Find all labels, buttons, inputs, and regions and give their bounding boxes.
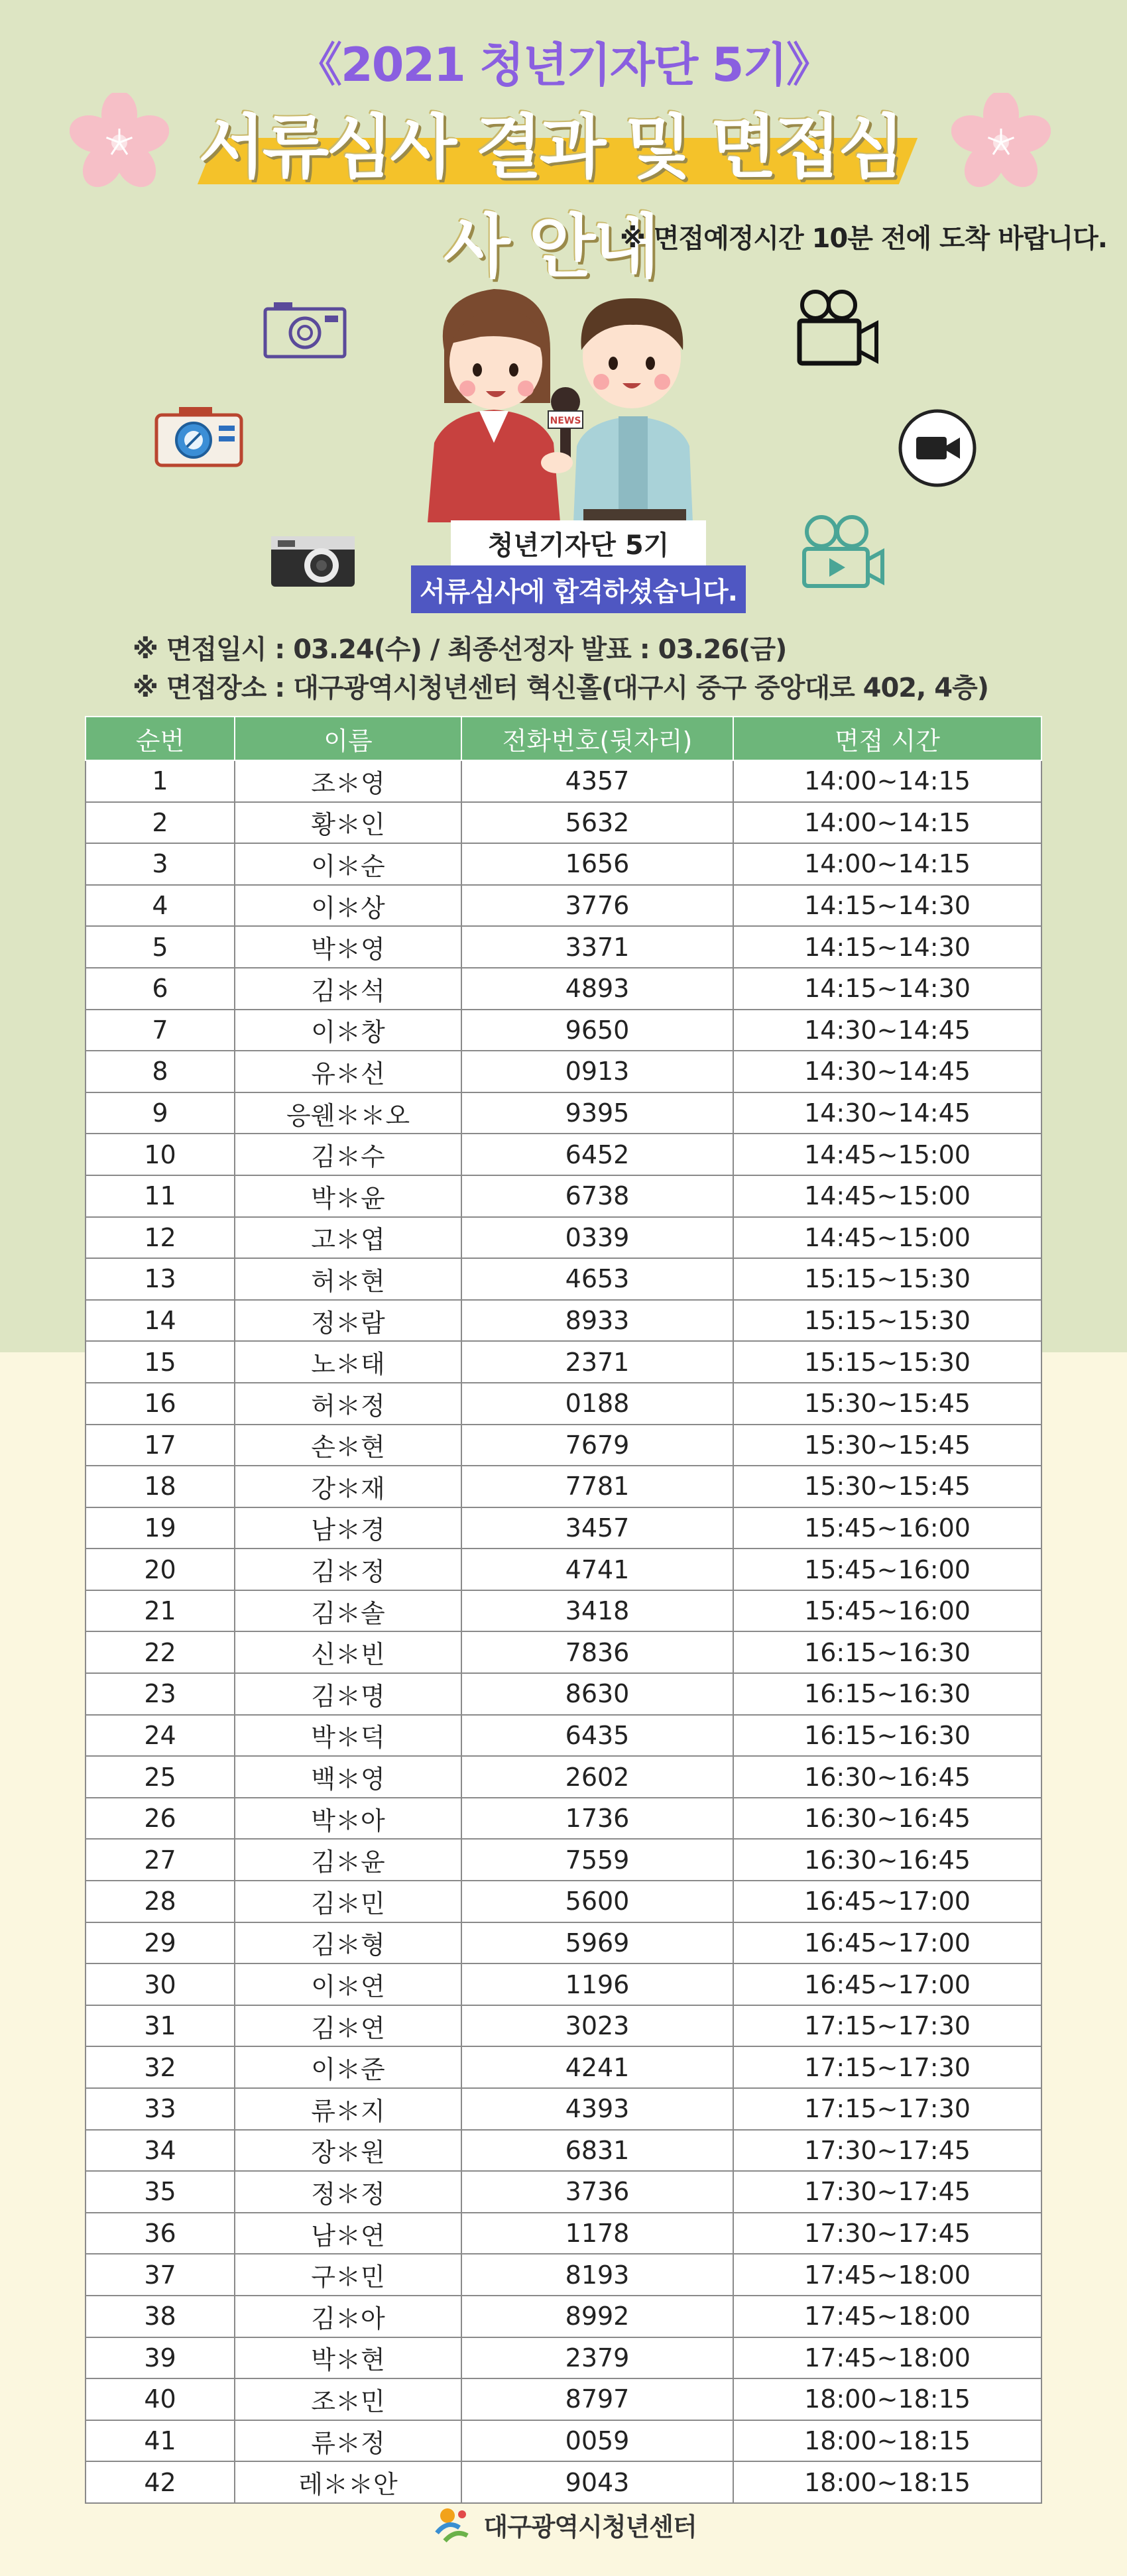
cell-name: 김＊명 [235,1673,461,1715]
column-header-number: 순번 [86,717,235,760]
table-row [86,1466,1041,1507]
cell-phone: 3418 [461,1590,733,1632]
reporter-characters-illustration [408,270,726,522]
cell-number: 23 [86,1673,235,1715]
cell-name: 박＊영 [235,926,461,968]
cell-number: 31 [86,2005,235,2047]
subtitle: 《2021 청년기자단 5기》 [296,38,831,92]
cell-number: 42 [86,2461,235,2503]
cell-phone: 2371 [461,1341,733,1383]
table-body [86,760,1041,2503]
table-row [86,1756,1041,1798]
cell-name: 유＊선 [235,1051,461,1092]
table-row [86,1922,1041,1964]
table-row [86,2296,1041,2337]
table-row [86,1134,1041,1175]
cell-number: 41 [86,2420,235,2462]
cell-time: 16:15~16:30 [733,1673,1041,1715]
table-row [86,1881,1041,1922]
cell-time: 15:45~16:00 [733,1507,1041,1549]
cell-phone: 8797 [461,2378,733,2420]
table-row [86,760,1041,802]
cell-time: 15:30~15:45 [733,1425,1041,1466]
digital-camera-icon [268,527,358,590]
cell-phone: 6738 [461,1175,733,1217]
cell-phone: 3736 [461,2171,733,2213]
cell-time: 16:30~16:45 [733,1798,1041,1840]
cell-phone: 5632 [461,802,733,844]
cell-time: 15:15~15:30 [733,1300,1041,1342]
cell-number: 28 [86,1881,235,1922]
cell-time: 14:45~15:00 [733,1217,1041,1259]
cell-name: 노＊태 [235,1341,461,1383]
video-record-icon [896,407,979,490]
cell-number: 9 [86,1092,235,1134]
cell-name: 강＊재 [235,1466,461,1507]
cell-number: 36 [86,2213,235,2254]
cell-time: 14:15~14:30 [733,968,1041,1010]
cell-number: 22 [86,1631,235,1673]
cell-number: 11 [86,1175,235,1217]
table-row [86,1341,1041,1383]
cell-number: 18 [86,1466,235,1507]
badge-title: 청년기자단 5기 [451,520,706,565]
cell-name: 고＊엽 [235,1217,461,1259]
cell-number: 13 [86,1258,235,1300]
cell-name: 김＊정 [235,1549,461,1590]
cell-number: 21 [86,1590,235,1632]
cell-phone: 8992 [461,2296,733,2337]
cell-phone: 2602 [461,1756,733,1798]
cell-time: 15:15~15:30 [733,1341,1041,1383]
cell-phone: 4653 [461,1258,733,1300]
cell-number: 34 [86,2130,235,2172]
footer [0,2502,1127,2546]
table-row [86,843,1041,885]
table-row [86,2420,1041,2462]
cell-phone: 9395 [461,1092,733,1134]
table-row [86,1383,1041,1425]
table-row [86,1839,1041,1881]
cell-time: 17:45~18:00 [733,2254,1041,2296]
cell-number: 26 [86,1798,235,1840]
table-row [86,2171,1041,2213]
cell-number: 14 [86,1300,235,1342]
cell-number: 16 [86,1383,235,1425]
cherry-blossom-icon [70,93,169,192]
cell-number: 7 [86,1010,235,1051]
table-row [86,1217,1041,1259]
cell-time: 16:45~17:00 [733,1881,1041,1922]
cell-time: 17:30~17:45 [733,2171,1041,2213]
table-row [86,802,1041,844]
cell-phone: 4241 [461,2046,733,2088]
cell-phone: 3457 [461,1507,733,1549]
interview-location-info: ※ 면접장소 : 대구광역시청년센터 혁신홀(대구시 중구 중앙대로 402, 4층) [133,673,989,703]
cell-phone: 6452 [461,1134,733,1175]
cell-time: 14:30~14:45 [733,1092,1041,1134]
cell-time: 14:45~15:00 [733,1175,1041,1217]
table-row [86,1715,1041,1757]
cell-phone: 6435 [461,1715,733,1757]
table-row [86,1673,1041,1715]
cell-time: 16:30~16:45 [733,1756,1041,1798]
cell-number: 12 [86,1217,235,1259]
cell-time: 18:00~18:15 [733,2461,1041,2503]
cell-phone: 7781 [461,1466,733,1507]
interview-schedule-table [85,716,1041,2504]
cell-time: 17:15~17:30 [733,2046,1041,2088]
table-row [86,885,1041,927]
cell-time: 17:30~17:45 [733,2213,1041,2254]
cell-time: 18:00~18:15 [733,2378,1041,2420]
cell-name: 신＊빈 [235,1631,461,1673]
table-row [86,2046,1041,2088]
cell-name: 박＊덕 [235,1715,461,1757]
cell-name: 허＊현 [235,1258,461,1300]
cell-phone: 4393 [461,2088,733,2130]
cell-number: 32 [86,2046,235,2088]
cell-phone: 9650 [461,1010,733,1051]
table-row [86,968,1041,1010]
table-row [86,1010,1041,1051]
table-row [86,1175,1041,1217]
cell-phone: 3776 [461,885,733,927]
interview-date-info: ※ 면접일시 : 03.24(수) / 최종선정자 발표 : 03.26(금) [133,634,787,665]
cell-phone: 0913 [461,1051,733,1092]
cell-name: 박＊윤 [235,1175,461,1217]
cherry-blossom-icon [951,93,1051,192]
cell-phone: 1656 [461,843,733,885]
cell-time: 17:30~17:45 [733,2130,1041,2172]
cell-name: 류＊정 [235,2420,461,2462]
cell-number: 25 [86,1756,235,1798]
cell-name: 정＊람 [235,1300,461,1342]
cell-time: 15:30~15:45 [733,1466,1041,1507]
cell-phone: 0059 [461,2420,733,2462]
cell-number: 8 [86,1051,235,1092]
news-label: NEWS [550,416,581,426]
cell-time: 14:00~14:15 [733,802,1041,844]
table-row [86,1963,1041,2005]
cell-number: 6 [86,968,235,1010]
cell-time: 17:15~17:30 [733,2088,1041,2130]
cell-time: 17:15~17:30 [733,2005,1041,2047]
cell-time: 16:30~16:45 [733,1839,1041,1881]
cell-name: 김＊윤 [235,1839,461,1881]
organization-name: 대구광역시청년센터 [483,2512,697,2542]
cell-time: 16:45~17:00 [733,1922,1041,1964]
cell-number: 33 [86,2088,235,2130]
table-row [86,1507,1041,1549]
cell-name: 김＊민 [235,1881,461,1922]
cell-phone: 8630 [461,1673,733,1715]
cell-name: 남＊연 [235,2213,461,2254]
table-row [86,2461,1041,2503]
table-row [86,1631,1041,1673]
cell-name: 이＊순 [235,843,461,885]
table-row [86,2378,1041,2420]
cell-name: 박＊아 [235,1798,461,1840]
cell-phone: 7679 [461,1425,733,1466]
cell-phone: 4893 [461,968,733,1010]
cell-name: 김＊석 [235,968,461,1010]
table-row [86,1051,1041,1092]
cell-phone: 1196 [461,1963,733,2005]
cell-name: 이＊연 [235,1963,461,2005]
table-row [86,1300,1041,1342]
cell-name: 구＊민 [235,2254,461,2296]
cell-time: 14:30~14:45 [733,1051,1041,1092]
cell-name: 백＊영 [235,1756,461,1798]
cell-phone: 3371 [461,926,733,968]
cell-time: 14:15~14:30 [733,885,1041,927]
cell-time: 16:15~16:30 [733,1715,1041,1757]
cell-time: 17:45~18:00 [733,2337,1041,2379]
table-row [86,2130,1041,2172]
column-header-name: 이름 [235,717,461,760]
table-row [86,1092,1041,1134]
cell-name: 남＊경 [235,1507,461,1549]
cell-number: 1 [86,760,235,802]
cell-phone: 2379 [461,2337,733,2379]
camera-icon [262,297,348,360]
page-title: 서류심사 결과 및 면접심사 안내 [198,107,902,287]
cell-number: 15 [86,1341,235,1383]
cell-name: 레＊＊안 [235,2461,461,2503]
cell-time: 15:45~16:00 [733,1549,1041,1590]
cell-phone: 6831 [461,2130,733,2172]
cell-name: 류＊지 [235,2088,461,2130]
cell-phone: 7559 [461,1839,733,1881]
cell-phone: 4741 [461,1549,733,1590]
cell-phone: 8933 [461,1300,733,1342]
cell-time: 14:15~14:30 [733,926,1041,968]
table-row [86,1590,1041,1632]
cell-name: 김＊수 [235,1134,461,1175]
instant-camera-icon [152,403,245,469]
cell-name: 김＊솔 [235,1590,461,1632]
table-row [86,1258,1041,1300]
cell-time: 14:30~14:45 [733,1010,1041,1051]
cell-name: 조＊영 [235,760,461,802]
table-row [86,2005,1041,2047]
pass-notice-badge: 서류심사에 합격하셨습니다. [411,565,746,613]
youth-center-logo-icon [430,2502,474,2546]
cell-time: 17:45~18:00 [733,2296,1041,2337]
cell-time: 16:15~16:30 [733,1631,1041,1673]
cell-name: 김＊아 [235,2296,461,2337]
table-row [86,1798,1041,1840]
cell-phone: 7836 [461,1631,733,1673]
cell-phone: 5600 [461,1881,733,1922]
cell-number: 30 [86,1963,235,2005]
movie-camera-icon [799,512,885,591]
table-row [86,2213,1041,2254]
cell-number: 38 [86,2296,235,2337]
cell-number: 40 [86,2378,235,2420]
cell-name: 김＊형 [235,1922,461,1964]
cell-name: 조＊민 [235,2378,461,2420]
cell-name: 이＊창 [235,1010,461,1051]
cell-phone: 0339 [461,1217,733,1259]
table-header-row [86,717,1041,760]
cell-phone: 9043 [461,2461,733,2503]
column-header-phone: 전화번호(뒷자리) [461,717,733,760]
video-camera-icon [796,286,880,371]
cell-time: 18:00~18:15 [733,2420,1041,2462]
table-row [86,1549,1041,1590]
cell-number: 39 [86,2337,235,2379]
cell-name: 장＊원 [235,2130,461,2172]
cell-name: 이＊상 [235,885,461,927]
cell-number: 17 [86,1425,235,1466]
cell-name: 이＊준 [235,2046,461,2088]
table-row [86,2254,1041,2296]
cell-time: 15:45~16:00 [733,1590,1041,1632]
table-row [86,2337,1041,2379]
cell-phone: 4357 [461,760,733,802]
cell-number: 2 [86,802,235,844]
arrival-notice: ※ 면접예정시간 10분 전에 도착 바랍니다. [620,223,1107,254]
cell-number: 3 [86,843,235,885]
cell-phone: 0188 [461,1383,733,1425]
cell-phone: 1178 [461,2213,733,2254]
cell-number: 27 [86,1839,235,1881]
cell-phone: 3023 [461,2005,733,2047]
cell-name: 김＊연 [235,2005,461,2047]
column-header-time: 면접 시간 [733,717,1041,760]
cell-number: 24 [86,1715,235,1757]
cell-number: 37 [86,2254,235,2296]
cell-time: 14:00~14:15 [733,843,1041,885]
cell-name: 응웬＊＊오 [235,1092,461,1134]
cell-phone: 1736 [461,1798,733,1840]
cell-time: 14:00~14:15 [733,760,1041,802]
cell-name: 황＊인 [235,802,461,844]
cell-phone: 8193 [461,2254,733,2296]
cell-phone: 5969 [461,1922,733,1964]
table-row [86,1425,1041,1466]
cell-name: 손＊현 [235,1425,461,1466]
cell-time: 16:45~17:00 [733,1963,1041,2005]
cell-number: 4 [86,885,235,927]
cell-time: 14:45~15:00 [733,1134,1041,1175]
cell-name: 박＊현 [235,2337,461,2379]
cell-number: 5 [86,926,235,968]
cell-name: 허＊정 [235,1383,461,1425]
cell-number: 35 [86,2171,235,2213]
cell-name: 정＊정 [235,2171,461,2213]
table-row [86,926,1041,968]
cell-number: 10 [86,1134,235,1175]
cell-time: 15:15~15:30 [733,1258,1041,1300]
cell-time: 15:30~15:45 [733,1383,1041,1425]
cell-number: 29 [86,1922,235,1964]
cell-number: 20 [86,1549,235,1590]
table-row [86,2088,1041,2130]
cell-number: 19 [86,1507,235,1549]
